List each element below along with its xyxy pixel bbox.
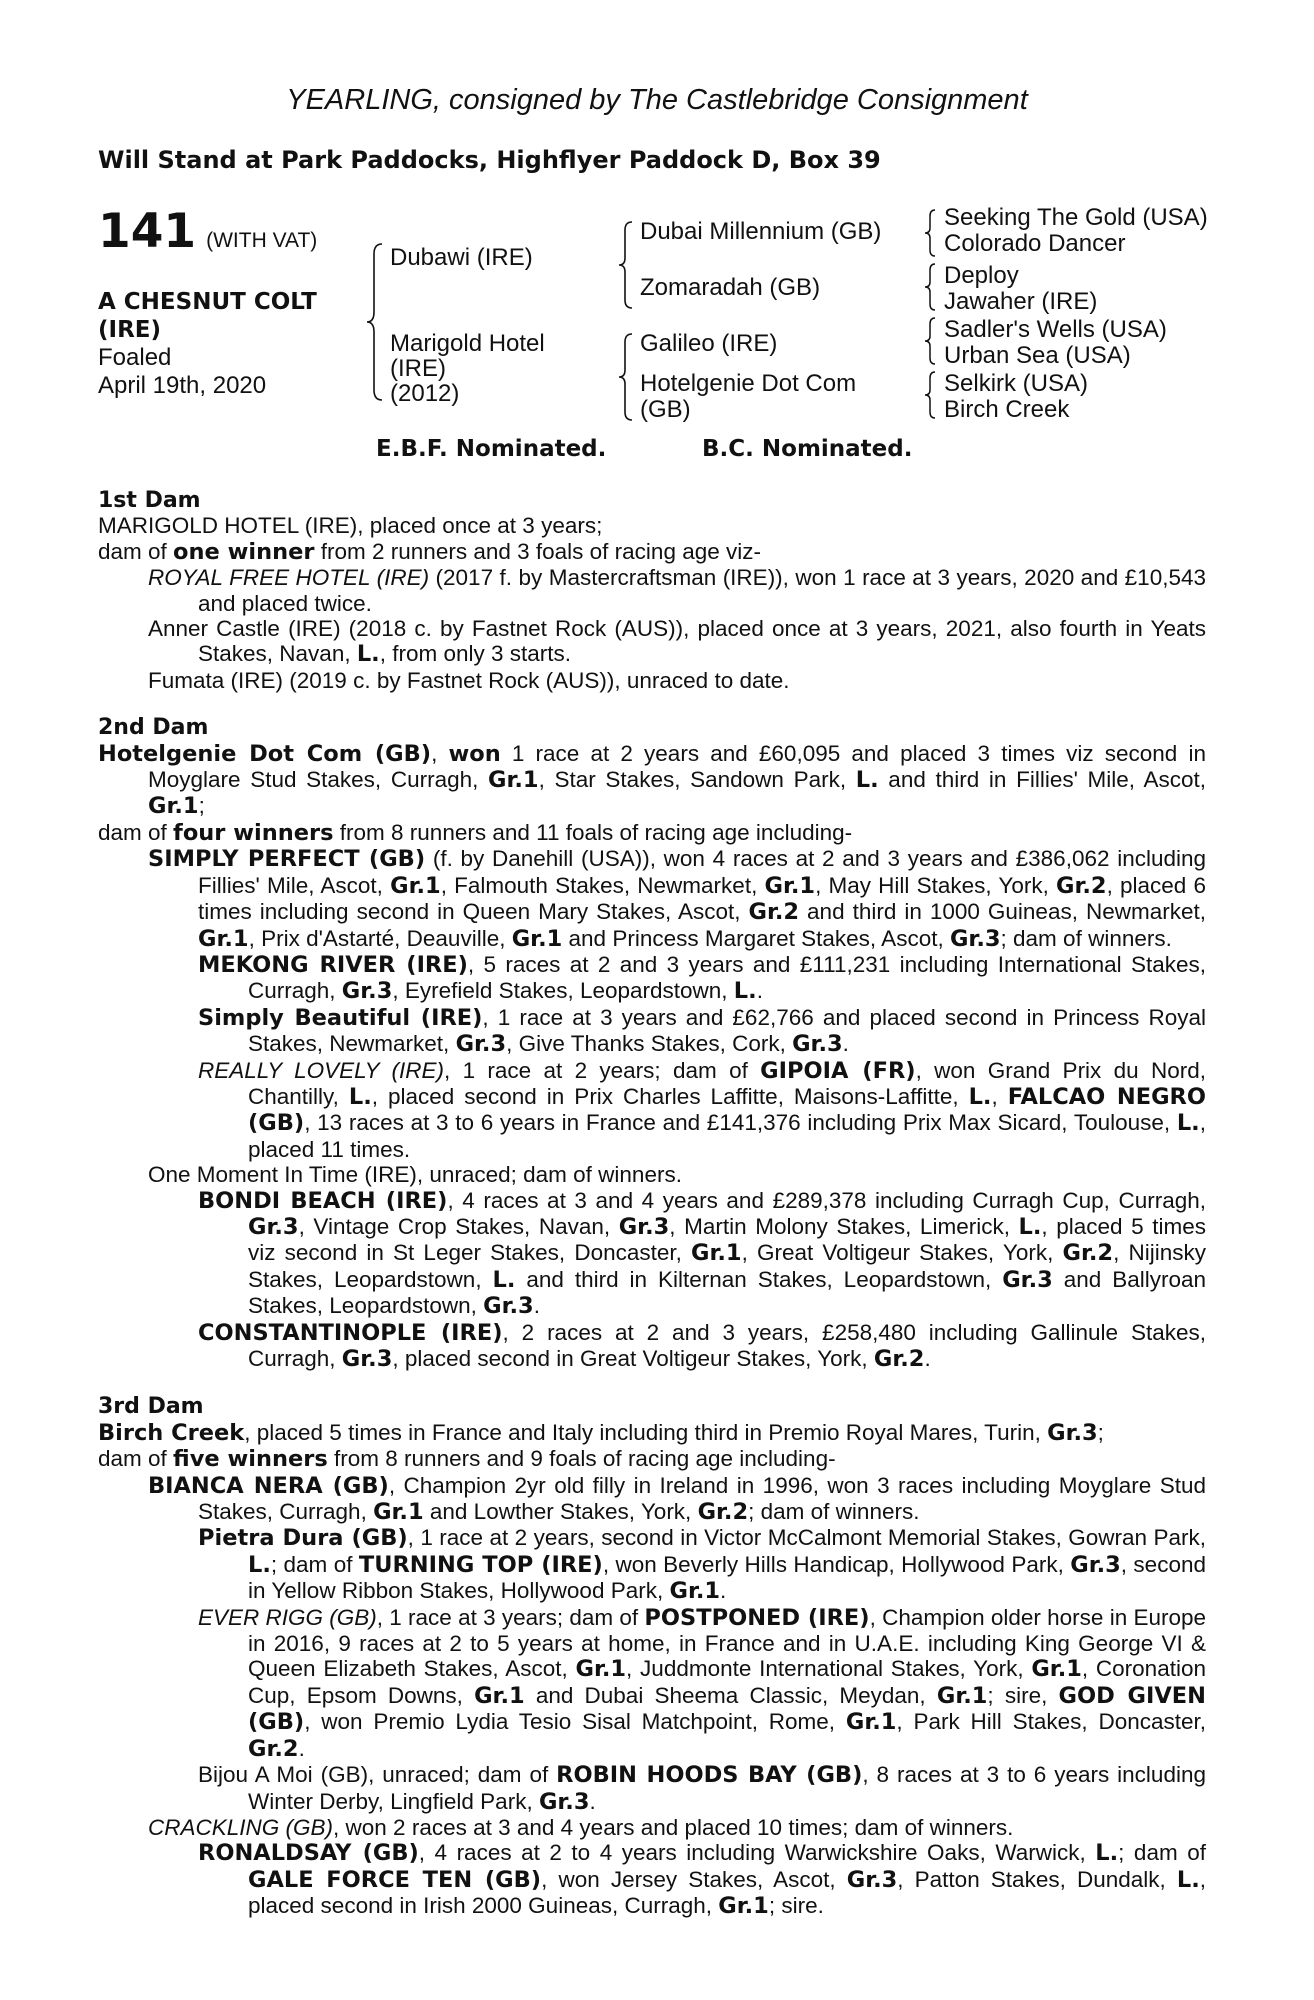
dd-brace <box>922 370 938 420</box>
pedigree-sire-dam: Zomaradah (GB) <box>640 274 821 301</box>
lot-number: 141 <box>98 204 197 259</box>
pedigree-dam-dam: Hotelgenie Dot Com <box>640 370 857 397</box>
stand-location: Will Stand at Park Paddocks, Highflyer Paddock D, Box 39 <box>98 146 881 174</box>
bc-nomination: B.C. Nominated. <box>702 436 913 462</box>
lot-title: A CHESNUT COLT <box>98 289 317 315</box>
produce-entry: SIMPLY PERFECT (GB) (f. by Danehill (USA)), won 4 races at 2 and 3 years and £386,062 including Fillies' Mile, Ascot, Gr.1, Falmouth Stakes, Newmarket, Gr.1, May Hill Stakes, York, Gr.2, placed 6 times including second in Queen Mary Stakes, Ascot, Gr.2 and third in 1000 Guineas, Newmarket, Gr.1, Prix d'Astarté, Deauville, Gr.1 and Princess Margaret Stakes, Ascot, Gr.3; dam of winners. <box>148 846 1207 952</box>
produce-entry: Simply Beautiful (IRE), 1 race at 3 years and £62,766 and placed second in Princess Royal Stakes, Newmarket, Gr.3, Give Thanks Stakes, Cork, Gr.3. <box>198 1004 1206 1058</box>
produce-entry: REALLY LOVELY (IRE), 1 race at 2 years; dam of GIPOIA (FR), won Grand Prix du Nord, Chantilly, L., placed second in Prix Charles Laffitte, Maisons-Laffitte, L., FALCAO NEGRO (GB), 13 races at 3 to 6 years in France and £141,376 including Prix Max Sicard, Toulouse, L., placed 11 times. <box>198 1057 1206 1162</box>
pedigree-dds: Selkirk (USA) <box>944 370 1089 397</box>
consignment-heading: YEARLING, consigned by The Castlebridge Consignment <box>286 84 1028 116</box>
sire-dam-brace <box>364 242 386 402</box>
produce-entry: EVER RIGG (GB), 1 race at 3 years; dam of POSTPONED (IRE), Champion older horse in Europe in 2016, 9 races at 2 to 5 years at home, in France and in U.A.E. including King George VI & Queen Elizabeth Stakes, Ascot, Gr.1, Juddmonte International Stakes, York, Gr.1, Coronation Cup, Epsom Downs, Gr.1 and Dubai Sheema Classic, Meydan, Gr.1; sire, GOD GIVEN (GB), won Premio Lydia Tesio Sisal Matchpoint, Rome, Gr.1, Park Hill Stakes, Doncaster, Gr.2. <box>198 1604 1207 1762</box>
pedigree-sss: Seeking The Gold (USA) <box>944 204 1208 231</box>
third-dam-produce-intro: dam of five winners from 8 runners and 9 foals of racing age including- <box>98 1446 836 1473</box>
pedigree-sds: Deploy <box>944 262 1019 289</box>
pedigree-sdd: Jawaher (IRE) <box>944 288 1098 315</box>
first-dam-summary: MARIGOLD HOTEL (IRE), placed once at 3 years; <box>98 513 603 539</box>
lot-description <box>98 288 317 400</box>
second-dam-produce-intro: dam of four winners from 8 runners and 11 foals of racing age including- <box>98 819 853 846</box>
lot-number-block <box>98 204 317 259</box>
produce-entry: CONSTANTINOPLE (IRE), 2 races at 2 and 3 years, £258,480 including Gallinule Stakes, Curragh, Gr.3, placed second in Great Voltigeur Stakes, York, Gr.2. <box>198 1319 1206 1372</box>
pedigree-sire: Dubawi (IRE) <box>390 244 533 271</box>
pedigree-ssd: Colorado Dancer <box>944 230 1126 257</box>
third-dam-summary: Birch Creek, placed 5 times in France and Italy including third in Premio Royal Mares, Turin, Gr.3; <box>98 1419 1104 1446</box>
foaled-label: Foaled <box>98 344 172 371</box>
pedigree-sire-sire: Dubai Millennium (GB) <box>640 218 882 245</box>
produce-entry: Pietra Dura (GB), 1 race at 2 years, second in Victor McCalmont Memorial Stakes, Gowran Park, L.; dam of TURNING TOP (IRE), won Beverly Hills Handicap, Hollywood Park, Gr.3, second in Yellow Ribbon Stakes, Hollywood Park, Gr.1. <box>198 1525 1206 1605</box>
pedigree-dam-sire: Galileo (IRE) <box>640 330 778 357</box>
sd-brace <box>922 262 938 312</box>
ds-brace <box>922 316 938 366</box>
produce-entry: CRACKLING (GB), won 2 races at 3 and 4 years and placed 10 times; dam of winners. <box>148 1814 1014 1840</box>
pedigree-dsd: Urban Sea (USA) <box>944 342 1131 369</box>
pedigree-dam-dam-origin: (GB) <box>640 396 691 423</box>
pedigree-dss: Sadler's Wells (USA) <box>944 316 1167 343</box>
produce-entry: RONALDSAY (GB), 4 races at 2 to 4 years including Warwickshire Oaks, Warwick, L.; dam of GALE FORCE TEN (GB), won Jersey Stakes, Ascot, Gr.3, Patton Stakes, Dundalk, L., placed second in Irish 2000 Guineas, Curragh, Gr.1; sire. <box>198 1840 1207 1920</box>
third-dam-heading: 3rd Dam <box>98 1394 204 1420</box>
second-dam-heading: 2nd Dam <box>98 715 209 741</box>
dam-line-brace <box>616 332 636 422</box>
produce-entry: Fumata (IRE) (2019 c. by Fastnet Rock (AUS)), unraced to date. <box>148 667 790 693</box>
produce-entry: One Moment In Time (IRE), unraced; dam of winners. <box>148 1162 682 1188</box>
produce-entry: ROYAL FREE HOTEL (IRE) (2017 f. by Mastercraftsman (IRE)), won 1 race at 3 years, 2020 and £10,543 and placed twice. <box>148 565 1207 616</box>
catalogue-body <box>98 488 1206 1920</box>
pedigree-dam-name: Marigold Hotel <box>390 330 545 357</box>
first-dam-heading: 1st Dam <box>98 488 201 513</box>
pedigree-ddd: Birch Creek <box>944 396 1070 423</box>
pedigree-dam-origin: (IRE) <box>390 355 446 382</box>
produce-entry: Bijou A Moi (GB), unraced; dam of ROBIN HOODS BAY (GB), 8 races at 3 to 6 years including Winter Derby, Lingfield Park, Gr.3. <box>198 1762 1206 1815</box>
produce-entry: Anner Castle (IRE) (2018 c. by Fastnet Rock (AUS)), placed once at 3 years, 2021, also fourth in Yeats Stakes, Navan, L., from only 3 starts. <box>148 616 1206 668</box>
second-dam-summary: Hotelgenie Dot Com (GB), won 1 race at 2 years and £60,095 and placed 3 times viz second in Moyglare Stud Stakes, Curragh, Gr.1, Star Stakes, Sandown Park, L. and third in Fillies' Mile, Ascot, Gr.1; <box>98 740 1206 820</box>
vat-label: (WITH VAT) <box>206 229 318 252</box>
produce-entry: BONDI BEACH (IRE), 4 races at 3 and 4 years and £289,378 including Curragh Cup, Curragh, Gr.3, Vintage Crop Stakes, Navan, Gr.3, Martin Molony Stakes, Limerick, L., placed 5 times viz second in St Leger Stakes, Doncaster, Gr.1, Great Voltigeur Stakes, York, Gr.2, Nijinsky Stakes, Leopardstown, L. and third in Kilternan Stakes, Leopardstown, Gr.3 and Ballyroan Stakes, Leopardstown, Gr.3. <box>198 1187 1206 1320</box>
pedigree-dam-year: (2012) <box>390 380 460 407</box>
sire-line-brace <box>616 220 636 310</box>
foaled-date: April 19th, 2020 <box>98 372 267 399</box>
ebf-nomination: E.B.F. Nominated. <box>376 436 607 462</box>
first-dam-produce-intro: dam of one winner from 2 runners and 3 foals of racing age viz- <box>98 538 761 565</box>
produce-entry: MEKONG RIVER (IRE), 5 races at 2 and 3 years and £111,231 including International Stakes, Curragh, Gr.3, Eyrefield Stakes, Leopardstown, L.. <box>198 951 1206 1005</box>
ss-brace <box>922 208 938 258</box>
produce-entry: BIANCA NERA (GB), Champion 2yr old filly in Ireland in 1996, won 3 races including Moyglare Stud Stakes, Curragh, Gr.1 and Lowther Stakes, York, Gr.2; dam of winners. <box>148 1472 1206 1526</box>
lot-title-origin: (IRE) <box>98 317 162 343</box>
